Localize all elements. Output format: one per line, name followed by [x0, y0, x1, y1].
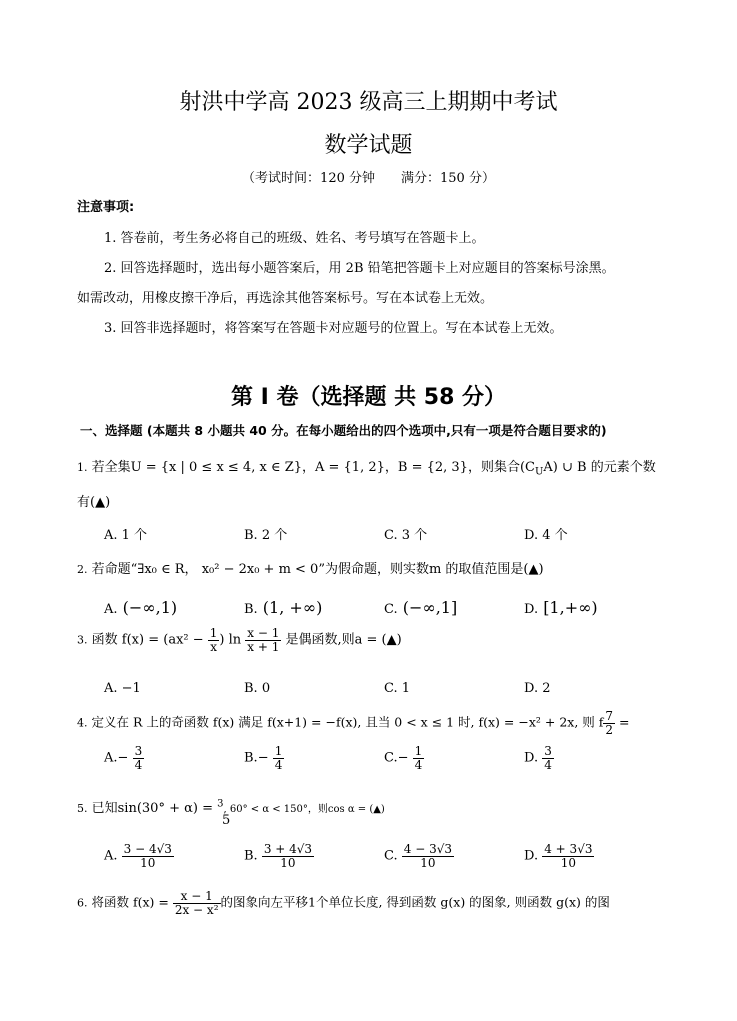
notice-item-2-cont: 如需改动，用橡皮擦干净后，再选涂其他答案标号。写在本试卷上无效。 [77, 291, 494, 306]
fraction [413, 745, 425, 771]
exam-title: 射洪中学高 2023 级高三上期期中考试 [179, 90, 558, 115]
option-value: (−∞,1] [402, 598, 458, 617]
option-sign: − [257, 750, 269, 766]
fraction-denominator: 4 [544, 757, 552, 772]
fraction [273, 745, 285, 771]
question-math-tail: A) ∪ B 的元素个数 [543, 460, 656, 475]
question-5 [77, 797, 385, 816]
q1-option-a: A. 1 个 [104, 528, 148, 543]
q3-option-d: D. 2 [524, 681, 551, 696]
section-title: 第 I 卷（选择题 共 58 分） [230, 385, 507, 410]
question-number: 1. [77, 461, 88, 474]
option-label: C. [384, 602, 398, 617]
q4-option-b [244, 745, 284, 771]
question-math-tail: , 60° < α < 150°，则cos α = (▲) [223, 804, 385, 815]
q1-option-d: D. 4 个 [524, 528, 568, 543]
fraction-numerator: 4 − 3√3 [403, 842, 452, 856]
fraction-numerator: 7 [605, 709, 614, 723]
fraction-numerator: 3 + 4√3 [263, 842, 313, 856]
notice-item-1: 1. 答卷前，考生务必将自己的班级、姓名、考号填写在答题卡上。 [104, 231, 485, 246]
q3-option-c: C. 1 [384, 681, 411, 696]
q1-option-c: C. 3 个 [384, 528, 428, 543]
fraction-numerator: x − 1 [247, 626, 280, 640]
q3-option-a: A. −1 [104, 681, 141, 696]
notice-item-3: 3. 回答非选择题时，将答案写在答题卡对应题号的位置上。写在本试卷上无效。 [104, 321, 563, 336]
question-4 [77, 710, 629, 736]
fraction-denominator: 10 [560, 855, 576, 870]
option-label: B. [244, 750, 258, 766]
question-1 [77, 456, 656, 478]
question-2 [77, 558, 544, 577]
q3-option-b: B. 0 [244, 681, 271, 696]
option-label: C. [384, 848, 398, 864]
option-label: A. [104, 602, 118, 617]
question-text: 将函数 [91, 894, 129, 910]
fraction [173, 890, 221, 916]
fraction-numerator: 4 + 3√3 [544, 842, 593, 856]
option-label: D. [524, 602, 539, 617]
fraction-denominator: 2 [605, 722, 614, 737]
fraction-denominator: x + 1 [247, 639, 280, 654]
fraction-numerator: 1 [414, 744, 423, 758]
question-text: 函数 [91, 632, 118, 648]
fraction-numerator: 1 [274, 744, 283, 758]
superscript: 3 [217, 798, 224, 810]
question-text: 若全集 [91, 460, 131, 475]
question-number: 6. [77, 896, 88, 910]
option-label: D. [524, 848, 539, 864]
option-sign: − [397, 750, 409, 766]
option-value: (−∞,1) [122, 598, 178, 617]
fraction-denominator: 4 [134, 757, 143, 772]
fraction [122, 843, 174, 869]
question-text-tail: 的图象向左平移1个单位长度, 得到函数 g(x) 的图象, 则函数 g(x) 的图 [220, 894, 610, 910]
fraction-denominator: 10 [420, 855, 436, 870]
question-5-denominator: 5 [222, 813, 231, 828]
fraction [208, 627, 220, 653]
q2-option-b [244, 598, 322, 617]
option-label: C. [384, 750, 398, 766]
fraction-denominator: 10 [280, 855, 296, 870]
question-number: 3. [77, 633, 88, 647]
question-1-line2: 有(▲) [77, 495, 111, 510]
option-label: B. [244, 602, 258, 617]
fraction-denominator: 2x − x² [174, 902, 219, 917]
fraction-denominator: x [210, 639, 217, 654]
subscript: U [534, 466, 544, 478]
question-text: 已知sin [91, 801, 137, 816]
question-text: 若命题“∃x₀ ∈ R， x₀² − 2x₀ + m < 0”为假命题，则实数m 的取值范围是(▲) [91, 562, 544, 577]
question-math: U = {x | 0 ≤ x ≤ 4, x ∈ Z}，A = {1, 2}，B = {2, 3}，则集合(C [130, 460, 535, 475]
question-math: f(x) = (ax² − [121, 632, 208, 648]
q4-option-a [104, 745, 144, 771]
question-3 [77, 627, 402, 653]
question-math-mid: ) ln [219, 632, 246, 648]
fraction [542, 745, 554, 771]
question-number: 2. [77, 563, 88, 576]
fraction-numerator: 1 [209, 626, 218, 640]
question-math-tail: = [615, 714, 630, 730]
question-math: f(x) = [132, 894, 173, 910]
option-label: A. [104, 848, 118, 864]
notice-heading: 注意事项: [77, 200, 135, 215]
q1-option-b: B. 2 个 [244, 528, 288, 543]
option-label: D. [524, 750, 539, 766]
q2-option-c [384, 598, 457, 617]
fraction-numerator: x − 1 [173, 890, 221, 904]
exam-time-info: （考试时间：120 分钟 满分：150 分） [242, 171, 495, 186]
fraction [603, 710, 615, 736]
question-text: 定义在 R 上的奇函数 f(x) 满足 f(x+1) = −f(x), 且当 0 < x ≤ 1 时, f(x) = −x² + 2x, 则 f [91, 714, 604, 730]
q5-option-a [104, 843, 174, 869]
fraction-denominator: 4 [274, 757, 283, 772]
exam-subtitle: 数学试题 [324, 133, 413, 158]
q5-option-c [384, 843, 454, 869]
question-number: 4. [77, 716, 88, 730]
fraction [542, 843, 594, 869]
fraction-denominator: 4 [414, 757, 423, 772]
fraction-numerator: 3 [544, 744, 552, 758]
q4-option-d [524, 745, 554, 771]
q2-option-d [524, 598, 598, 617]
question-number: 5. [77, 802, 88, 815]
fraction [245, 627, 281, 653]
part-title: 一、选择题 (本题共 8 小题共 40 分。在每小题给出的四个选项中,只有一项是符合题目要求的) [80, 423, 607, 438]
fraction [402, 843, 454, 869]
fraction-numerator: 3 [134, 744, 143, 758]
question-math: (30° + α) = [136, 801, 218, 816]
option-value: [1,+∞) [543, 598, 598, 617]
notice-item-2: 2. 回答选择题时，选出每小题答案后，用 2B 铅笔把答题卡上对应题目的答案标号涂黑。 [104, 261, 615, 276]
option-label: A. [104, 750, 118, 766]
option-value: (1, +∞) [262, 598, 323, 617]
option-label: B. [244, 848, 258, 864]
q5-option-d [524, 843, 594, 869]
fraction [133, 745, 145, 771]
question-math-tail: 是偶函数,则a = (▲) [281, 632, 402, 648]
fraction [262, 843, 314, 869]
option-sign: − [117, 750, 129, 766]
q2-option-a [104, 598, 177, 617]
q5-option-b [244, 843, 314, 869]
fraction-numerator: 3 − 4√3 [123, 842, 172, 856]
question-6 [77, 890, 610, 916]
fraction-denominator: 10 [140, 855, 156, 870]
q4-option-c [384, 745, 424, 771]
